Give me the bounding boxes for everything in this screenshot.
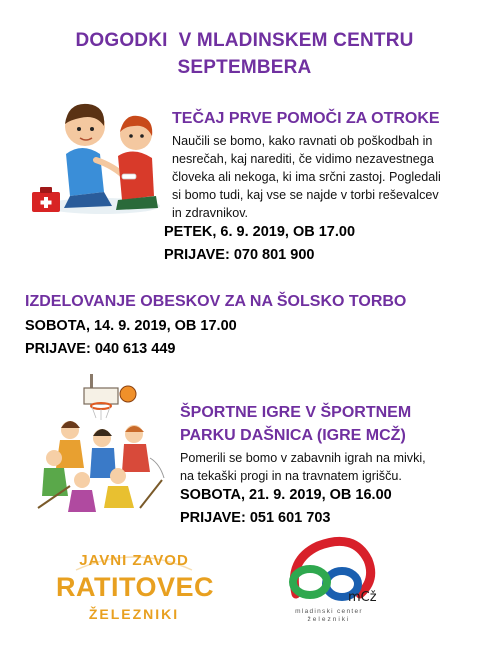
page-title-line1: DOGODKI V MLADINSKEM CENTRU bbox=[75, 30, 414, 51]
mcz-logo-line1: mladinski center bbox=[295, 608, 363, 615]
event-1-date: PETEK, 6. 9. 2019, OB 17.00 bbox=[164, 224, 356, 240]
page-title-line2: SEPTEMBERA bbox=[177, 57, 312, 78]
sports-illustration bbox=[30, 368, 170, 518]
event-1-description bbox=[172, 132, 472, 222]
event-1-description-line: človeka ali nekoga, ki ima srčni zastoj. Pogledali bbox=[172, 170, 441, 184]
event-1-description-line: si bomo tudi, kaj vse se najde v torbi reševalcev bbox=[172, 188, 439, 202]
ratitovec-logo-bottom: ŽELEZNIKI bbox=[88, 606, 180, 622]
first-aid-illustration bbox=[30, 96, 162, 218]
event-2-date: SOBOTA, 14. 9. 2019, OB 17.00 bbox=[25, 318, 237, 334]
event-3-date: SOBOTA, 21. 9. 2019, OB 16.00 bbox=[180, 487, 392, 503]
event-1-description-line: in zdravnikov. bbox=[172, 206, 249, 220]
event-2-signup: PRIJAVE: 040 613 449 bbox=[25, 341, 176, 357]
event-1-signup: PRIJAVE: 070 801 900 bbox=[164, 247, 315, 263]
event-3-heading-line2: PARKU DAŠNICA (IGRE MCŽ) bbox=[180, 427, 406, 444]
mcz-logo-line2: železniki bbox=[307, 616, 351, 623]
event-1-description-line: Naučili se bomo, kako ravnati ob poškodbah in bbox=[172, 134, 433, 148]
ratitovec-logo-top: JAVNI ZAVOD bbox=[79, 552, 189, 569]
ratitovec-logo bbox=[56, 548, 215, 630]
event-3-signup: PRIJAVE: 051 601 703 bbox=[180, 510, 331, 526]
event-3-description bbox=[180, 449, 480, 485]
ratitovec-logo-main: RATITOVEC bbox=[56, 572, 215, 602]
mcz-logo-mark: mCž bbox=[348, 590, 377, 605]
page-title bbox=[0, 27, 489, 81]
event-1-description-line: nesrečah, kaj narediti, če vidimo nezavestnega bbox=[172, 152, 434, 166]
event-1-heading: TEČAJ PRVE POMOČI ZA OTROKE bbox=[172, 110, 440, 127]
event-3-description-line: na tekaški progi in na travnatem igrišču. bbox=[180, 469, 402, 483]
event-3-description-line: Pomerili se bomo v zabavnih igrah na mivki, bbox=[180, 451, 426, 465]
mcz-logo bbox=[268, 536, 388, 636]
event-2-heading: IZDELOVANJE OBESKOV ZA NA ŠOLSKO TORBO bbox=[25, 293, 407, 310]
event-3-heading-line1: ŠPORTNE IGRE V ŠPORTNEM bbox=[180, 404, 412, 421]
